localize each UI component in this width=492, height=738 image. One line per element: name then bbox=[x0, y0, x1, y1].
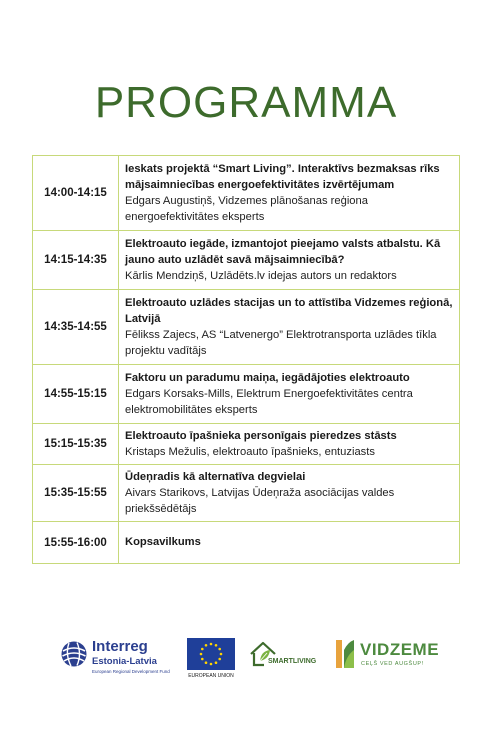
agenda-speaker: Kārlis Mendziņš, Uzlādēts.lv idejas autors un redaktors bbox=[125, 269, 397, 282]
agenda-topic: Kopsavilkums bbox=[125, 536, 201, 548]
page-title: PROGRAMMA bbox=[94, 78, 398, 127]
agenda-description bbox=[119, 465, 460, 522]
interreg-region: Estonia-Latvia bbox=[92, 656, 157, 667]
agenda-topic: Elektroauto īpašnieka personīgais pieredzes stāsts bbox=[125, 429, 397, 442]
agenda-description bbox=[119, 424, 460, 465]
eu-logo bbox=[187, 638, 235, 682]
vidzeme-name: VIDZEME bbox=[360, 640, 440, 659]
vidzeme-emblem-icon bbox=[334, 638, 356, 670]
interreg-name: Interreg bbox=[92, 638, 148, 655]
agenda-description bbox=[119, 365, 460, 424]
agenda-row bbox=[33, 522, 460, 564]
eu-label: EUROPEAN UNION bbox=[188, 673, 234, 679]
interreg-globe-icon bbox=[60, 640, 88, 668]
partner-logos bbox=[0, 632, 492, 682]
vidzeme-tagline: CEĻŠ VED AUGŠUP! bbox=[361, 661, 424, 667]
smart-living-logo bbox=[248, 640, 320, 676]
agenda-topic: Elektroauto uzlādes stacijas un to attīstība Vidzemes reģionā, Latvijā bbox=[125, 296, 453, 325]
agenda-table bbox=[32, 155, 460, 564]
interreg-logo bbox=[60, 638, 178, 678]
agenda-topic: Ieskats projektā “Smart Living”. Interaktīvs bezmaksas rīks mājsaimniecības energoefektivitātes izvērtējumam bbox=[125, 162, 440, 191]
agenda-speaker: Kristaps Mežulis, elektroauto īpašnieks, entuziasts bbox=[125, 445, 375, 458]
agenda-description bbox=[119, 522, 460, 564]
agenda-speaker: Fēlikss Zajecs, AS “Latvenergo” Elektrotransporta uzlādes tīkla projektu vadītājs bbox=[125, 328, 437, 357]
agenda-time: 15:55-16:00 bbox=[33, 522, 119, 564]
agenda-time: 14:15-14:35 bbox=[33, 231, 119, 290]
agenda-time: 15:15-15:35 bbox=[33, 424, 119, 465]
agenda-speaker: Edgars Korsaks-Mills, Elektrum Energoefektivitātes centra elektromobilitātes eksperts bbox=[125, 387, 413, 416]
agenda-row bbox=[33, 465, 460, 522]
agenda-row bbox=[33, 290, 460, 365]
eu-flag-icon bbox=[187, 638, 235, 670]
agenda-time: 14:00-14:15 bbox=[33, 156, 119, 231]
agenda-speaker: Edgars Augustiņš, Vidzemes plānošanas reģiona energoefektivitātes eksperts bbox=[125, 194, 368, 223]
agenda-time: 14:55-15:15 bbox=[33, 365, 119, 424]
agenda-row bbox=[33, 156, 460, 231]
agenda-description bbox=[119, 290, 460, 365]
agenda-speaker: Aivars Starikovs, Latvijas Ūdeņraža asociācijas valdes priekšsēdētājs bbox=[125, 486, 395, 515]
agenda-topic: Faktoru un paradumu maiņa, iegādājoties elektroauto bbox=[125, 371, 410, 384]
agenda-topic: Elektroauto iegāde, izmantojot pieejamo valsts atbalstu. Kā jauno auto uzlādēt savā mājsaimniecībā? bbox=[125, 237, 441, 266]
interreg-fund: European Regional Development Fund bbox=[92, 669, 170, 674]
agenda-body bbox=[33, 156, 460, 564]
agenda-row bbox=[33, 365, 460, 424]
agenda-description bbox=[119, 231, 460, 290]
agenda-description bbox=[119, 156, 460, 231]
agenda-row bbox=[33, 424, 460, 465]
agenda-time: 14:35-14:55 bbox=[33, 290, 119, 365]
agenda-topic: Ūdeņradis kā alternatīva degvielai bbox=[125, 470, 306, 483]
smart-living-label: SMARTLIVING bbox=[268, 658, 317, 665]
agenda-row bbox=[33, 231, 460, 290]
vidzeme-logo bbox=[334, 638, 444, 680]
agenda-time: 15:35-15:55 bbox=[33, 465, 119, 522]
